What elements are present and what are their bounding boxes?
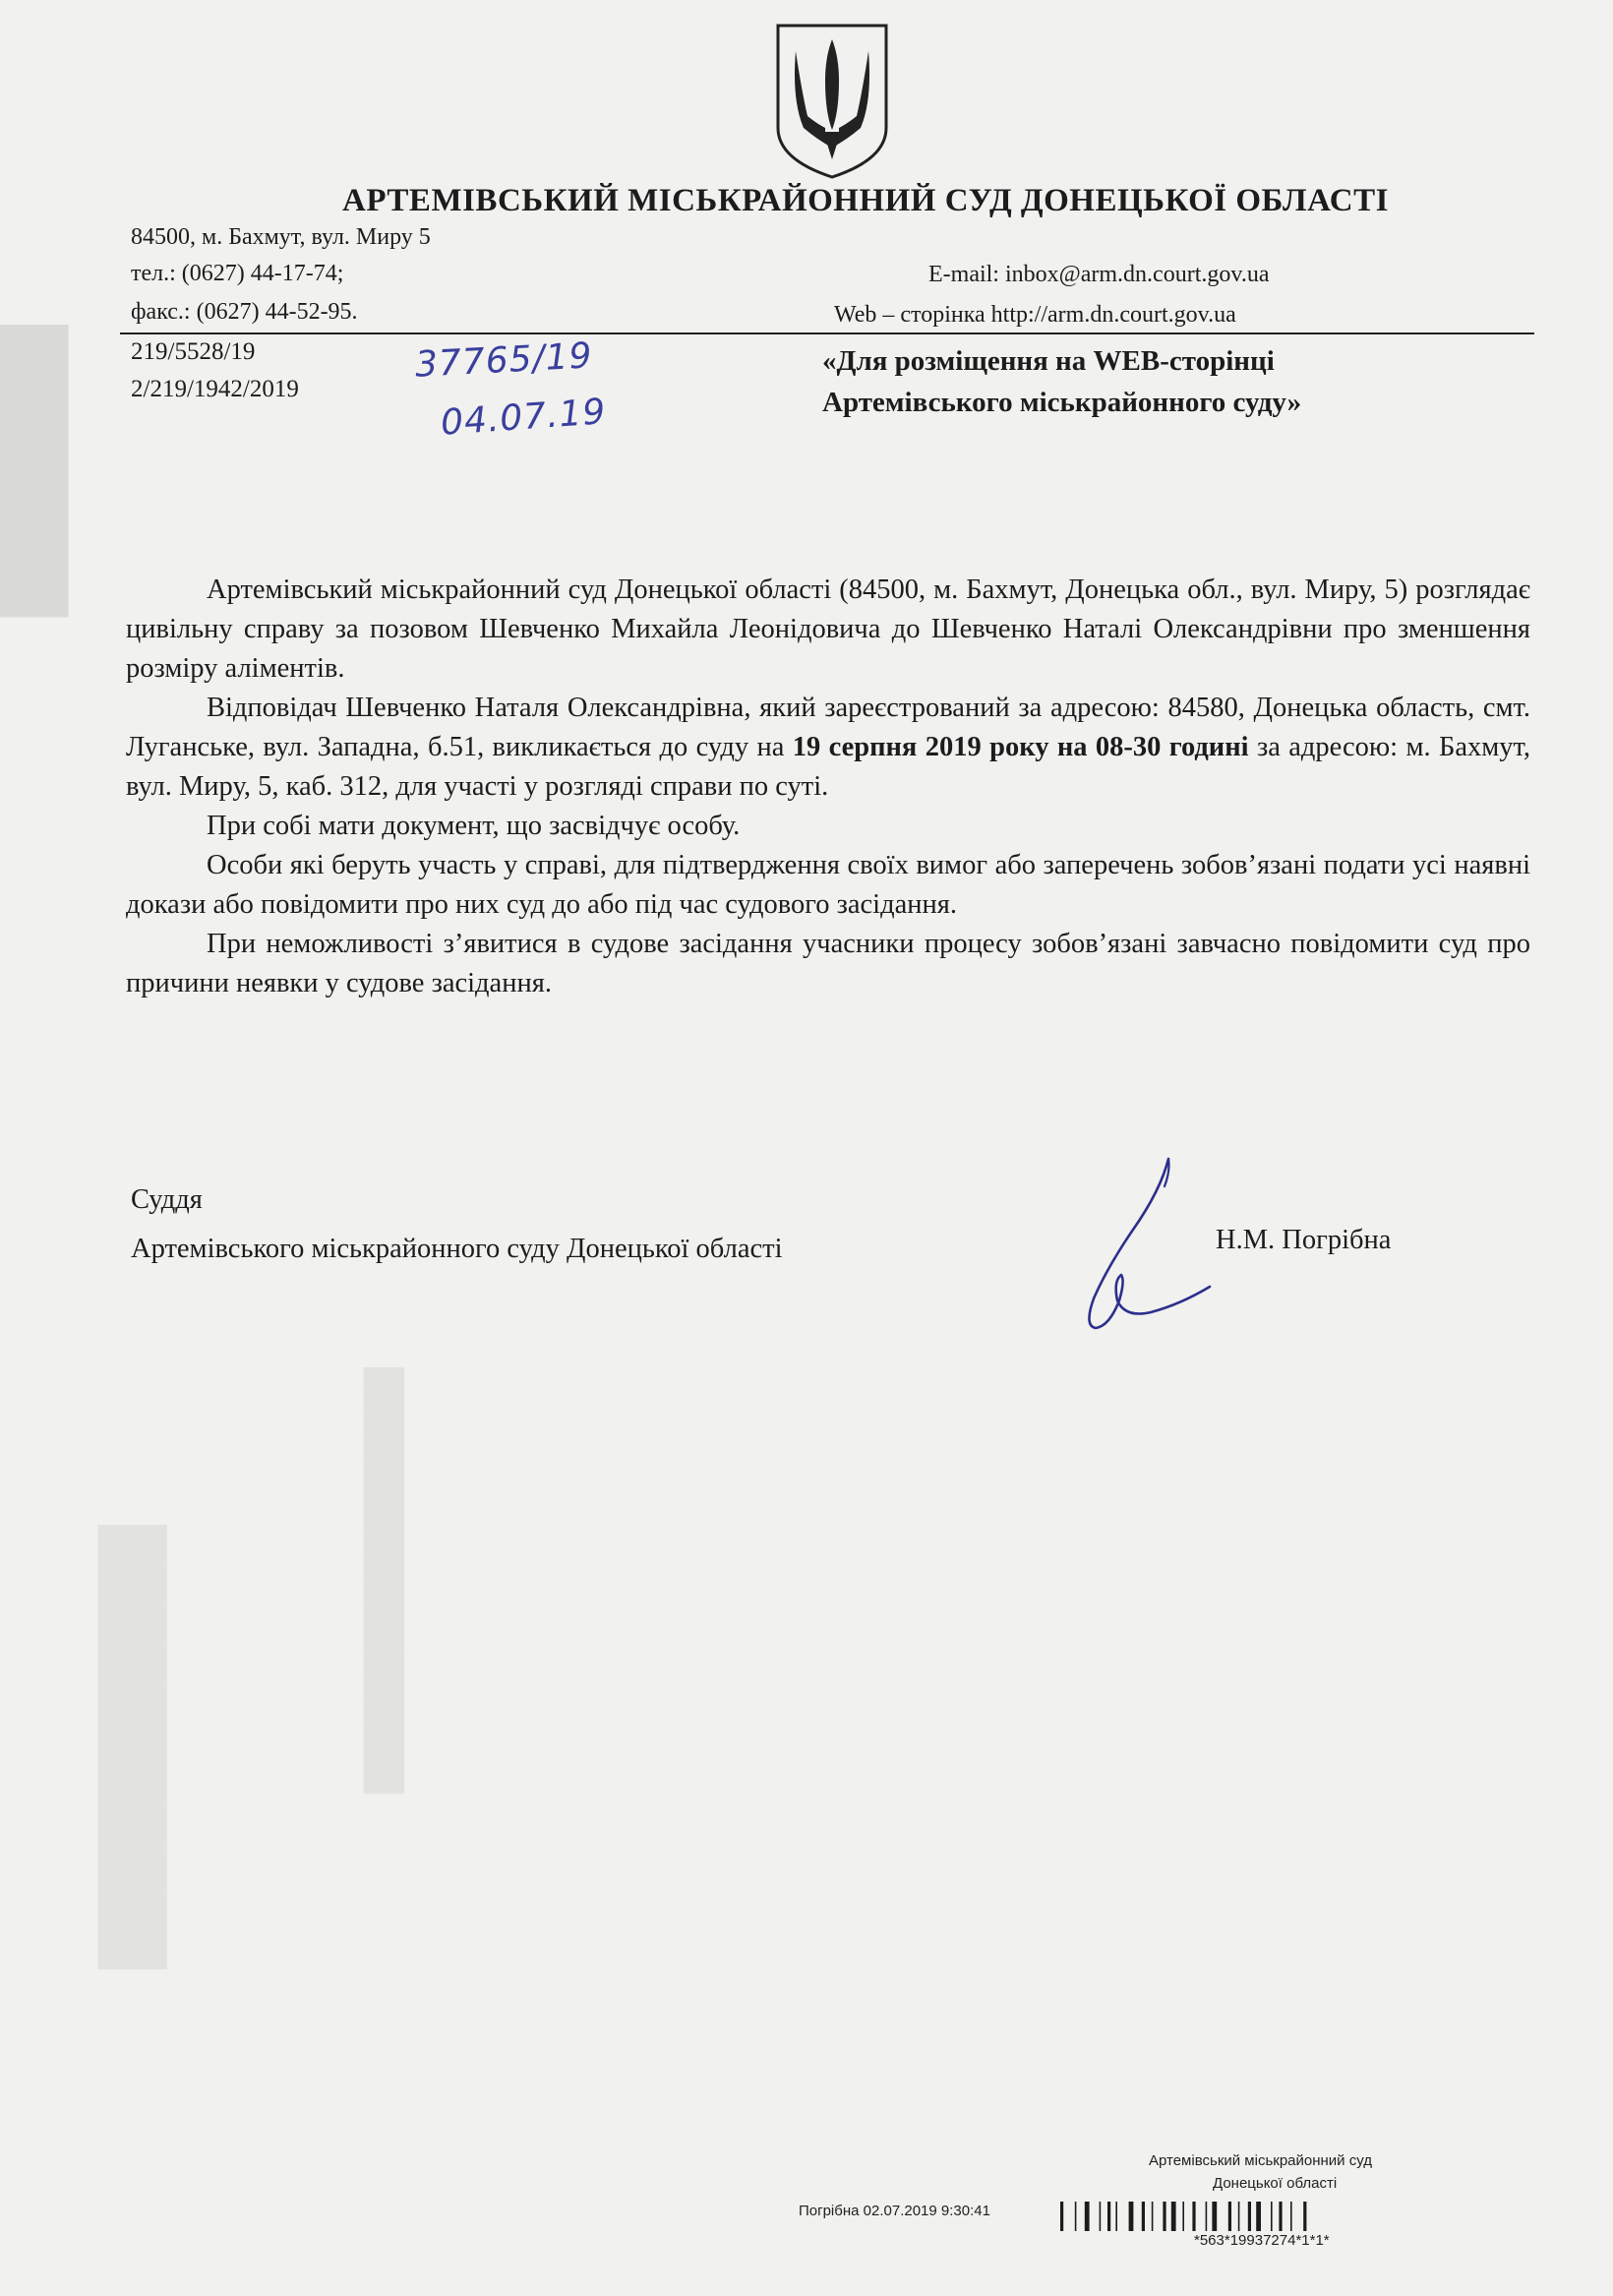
stamp-court-line2: Донецької області [1213,2175,1338,2192]
stamp-barcode-text: *563*19937274*1*1* [1194,2232,1330,2249]
barcode-bar [1212,2202,1217,2231]
barcode-bar [1206,2202,1208,2231]
barcode-bar [1107,2202,1110,2231]
paragraph-2-text: Відповідач Шевченко Наталя Олександрівна, який зареєстрований за адресою: 84580, Донецька область, смт. Луганське, вул. Западна, б.51, викликається до суду на [126,693,1530,762]
proceeding-number: 2/219/1942/2019 [131,376,299,402]
barcode-bar [1142,2202,1145,2231]
barcode-bar [1129,2202,1134,2231]
letterhead-divider [120,332,1534,334]
web-note-line1: «Для розміщення на WEB-сторінці [822,345,1275,377]
hearing-date-time: 19 серпня 2019 року на 08-30 годині [792,732,1249,762]
court-email: E-mail: inbox@arm.dn.court.gov.ua [928,262,1270,287]
handwritten-signature-icon [1023,1151,1239,1348]
court-address: 84500, м. Бахмут, вул. Миру 5 [131,224,431,250]
body-paragraph-1: Артемівський міськрайонний суд Донецької області (84500, м. Бахмут, Донецька обл., вул. Миру, 5) розглядає цивільну справу за позовом Шевченко Михайла Леонідовича до Шевченко Наталі Олександрівни про зменшення розміру аліментів. [126,574,1530,684]
barcode-bar [1256,2202,1261,2231]
barcode-bar [1271,2202,1273,2231]
stamp-user-time: Погрібна 02.07.2019 9:30:41 [799,2203,990,2219]
web-publication-note [822,340,1301,423]
court-fax: факс.: (0627) 44-52-95. [131,299,358,325]
barcode-bar [1192,2202,1195,2231]
handwritten-registration-date: 04.07.19 [439,392,608,444]
handwritten-registration-number: 37765/19 [414,335,594,386]
barcode-bar [1248,2202,1251,2231]
stamp-court-line1: Артемівський міськрайонний суд [1149,2152,1372,2169]
letter-body [126,571,1530,1003]
barcode-bar [1238,2202,1240,2231]
bleed-through-artifact: ███████████ [102,1525,166,1970]
barcode-bar [1171,2202,1176,2231]
barcode-bar [1115,2202,1117,2231]
body-paragraph-5: При неможливості з’явитися в судове засідання учасники процесу зобов’язані завчасно повідомити суд про причини неявки у судове засідання. [126,929,1530,998]
coat-of-arms-icon [774,22,890,181]
barcode-bar [1163,2202,1165,2231]
barcode-bar [1228,2202,1231,2231]
case-number: 219/5528/19 [131,338,256,365]
barcode-bar [1152,2202,1154,2231]
barcode-bar [1100,2202,1102,2231]
court-phone: тел.: (0627) 44-17-74; [131,261,344,286]
bleed-through-artifact: ██████████████████ [366,1367,403,1794]
body-paragraph-3: При собі мати документ, що засвідчує особу. [207,811,741,841]
barcode-bar [1085,2202,1090,2231]
court-name-heading: АРТЕМІВСЬКИЙ МІСЬКРАЙОННИЙ СУД ДОНЕЦЬКОЇ ОБЛАСТІ [342,183,1389,218]
bleed-through-artifact: ███████ [2,325,68,618]
barcode-bar [1060,2202,1063,2231]
barcode-bar [1279,2202,1282,2231]
barcode-bar [1075,2202,1077,2231]
judge-name: Н.М. Погрібна [1216,1225,1392,1255]
court-website: Web – сторінка http://arm.dn.court.gov.ua [834,302,1236,328]
barcode-bar [1303,2202,1306,2231]
barcode-bar [1182,2202,1184,2231]
body-paragraph-4: Особи які беруть участь у справі, для підтвердження своїх вимог або заперечень зобов’язані подати усі наявні докази або повідомити про них суд до або під час судового засідання. [126,850,1530,920]
judge-court: Артемівського міськрайонного суду Донецької області [131,1234,783,1264]
judge-signature-block [131,1176,783,1274]
web-note-line2: Артемівського міськрайонного суду» [822,387,1302,418]
barcode-icon [1060,2202,1532,2231]
judge-title: Суддя [131,1184,203,1215]
barcode-bar [1290,2202,1292,2231]
body-paragraph-2 [126,689,1530,807]
paragraph-2-text-end: за адресою: м. Бахмут, вул. Миру, 5, каб. 312, для участі у розгляді справи по суті. [126,732,1530,802]
